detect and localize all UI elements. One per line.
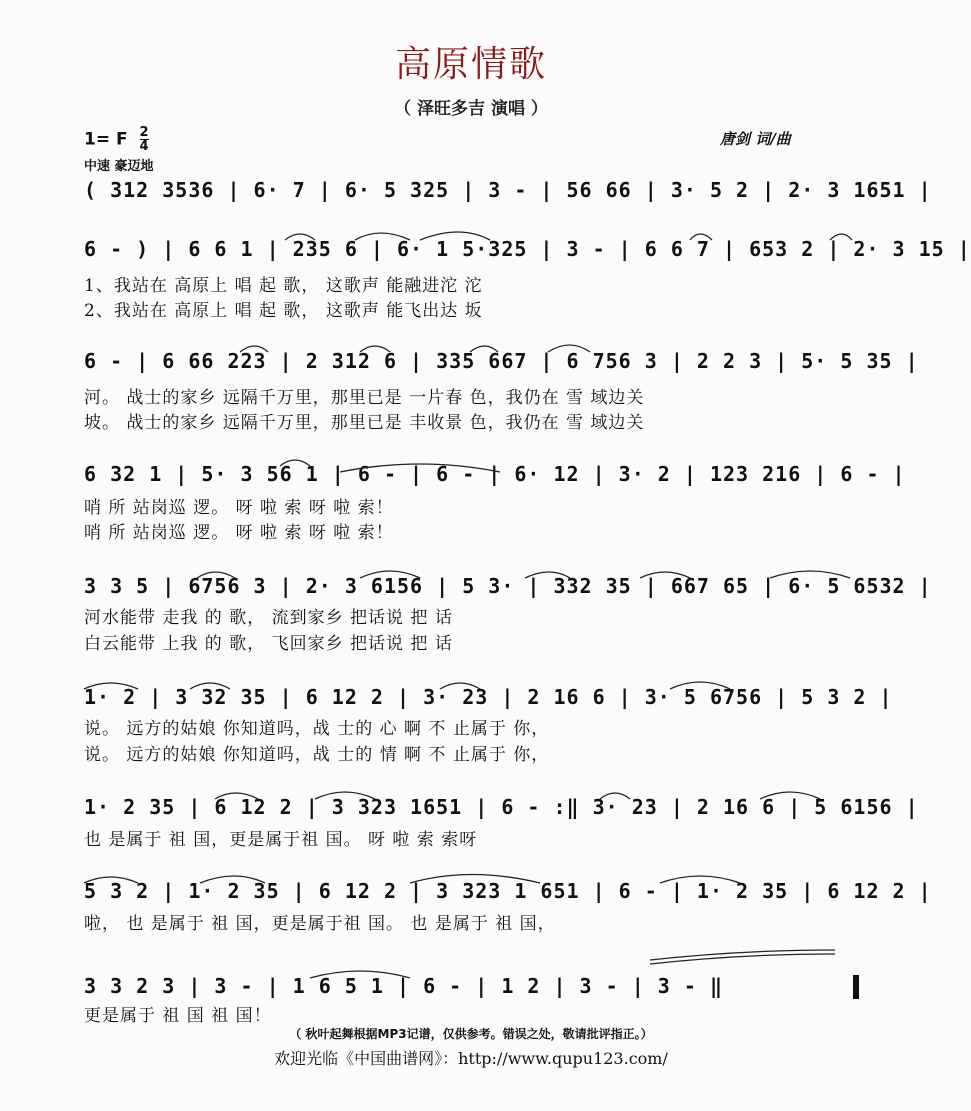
time-numerator: 2 [139,125,149,140]
website-credit: 欢迎光临《中国曲谱网》：http://www.qupu123.com/ [274,1049,668,1068]
tempo-marking: 中速 豪迈地 [84,159,154,174]
time-signature [140,126,149,153]
notation-line-1: ( 312 3536 | 6· 7 | 6· 5 325 | 3 - | 56 66 | 3· 5 2 | 2· 3 1651 | [84,178,932,202]
lyric-line-5-verse-1: 河水能带 走我 的 歌， 流到家乡 把话说 把 话 [84,608,453,628]
notation-line-4: 6 32 1 | 5· 3 56 1 | 6 - | 6 - | 6· 12 | 3· 2 | 123 216 | 6 - | [84,462,906,486]
lyric-line-4-verse-1: 哨 所 站岗巡 逻。 呀 啦 索 呀 啦 索！ [84,498,394,518]
song-title: 高原情歌 [394,44,547,85]
lyric-line-6-verse-1: 说。 远方的姑娘 你知道吗，战 士的 心 啊 不 止属于 你， [84,719,550,739]
time-denominator: 4 [139,139,149,154]
final-barline [853,975,859,999]
notation-line-3: 6 - | 6 66 223 | 2 312 6 | 335 667 | 6 756 3 | 2 2 3 | 5· 5 35 | [84,349,919,373]
transcription-notice: （ 秋叶起舞根据MP3记谱，仅供参考。错误之处，敬请批评指正。） [289,1027,653,1041]
lyric-line-7: 也 是属于 祖 国，更是属于祖 国。 呀 啦 索 索呀 [84,830,478,850]
slur [650,950,835,960]
performer-credit: （ 泽旺多吉 演唱 ） [394,99,548,119]
lyric-line-3-verse-2: 坡。 战士的家乡 远隔千万里，那里已是 丰收景 色，我仍在 雪 域边关 [84,413,645,433]
lyric-line-3-verse-1: 河。 战士的家乡 远隔千万里，那里已是 一片春 色，我仍在 雪 域边关 [84,388,645,408]
composer-credit: 唐剑 词/曲 [720,130,791,148]
notation-line-9: 3 3 2 3 | 3 - | 1 6 5 1 | 6 - | 1 2 | 3 - | 3 - ‖ [84,974,724,998]
lyric-line-8: 啦， 也 是属于 祖 国，更是属于祖 国。 也 是属于 祖 国， [84,914,556,934]
notation-line-5: 3 3 5 | 6756 3 | 2· 3 6156 | 5 3· | 332 35 | 667 65 | 6· 5 6532 | [84,574,932,598]
slur [650,954,835,964]
lyric-line-9: 更是属于 祖 国 祖 国！ [84,1006,272,1026]
lyric-line-2-verse-1: 1、我站在 高原上 唱 起 歌， 这歌声 能融进沱 沱 [84,276,483,296]
lyric-line-2-verse-2: 2、我站在 高原上 唱 起 歌， 这歌声 能飞出达 坂 [84,301,483,321]
notation-line-6: 1· 2 | 3 32 35 | 6 12 2 | 3· 23 | 2 16 6 | 3· 5 6756 | 5 3 2 | [84,685,893,709]
lyric-line-4-verse-2: 哨 所 站岗巡 逻。 呀 啦 索 呀 啦 索！ [84,523,394,543]
notation-line-2: 6 - ) | 6 6 1 | 235 6 | 6· 1 5·325 | 3 - | 6 6 7 | 653 2 | 2· 3 15 | [84,237,971,261]
key-label: 1= F [84,129,128,150]
notation-line-8: 5 3 2 | 1· 2 35 | 6 12 2 | 3 323 1 651 | 6 - | 1· 2 35 | 6 12 2 | [84,879,932,903]
key-signature [84,126,149,153]
lyric-line-5-verse-2: 白云能带 上我 的 歌， 飞回家乡 把话说 把 话 [84,634,453,654]
notation-line-7: 1· 2 35 | 6 12 2 | 3 323 1651 | 6 - :‖ 3· 23 | 2 16 6 | 5 6156 | [84,795,919,819]
lyric-line-6-verse-2: 说。 远方的姑娘 你知道吗，战 士的 情 啊 不 止属于 你， [84,745,550,765]
